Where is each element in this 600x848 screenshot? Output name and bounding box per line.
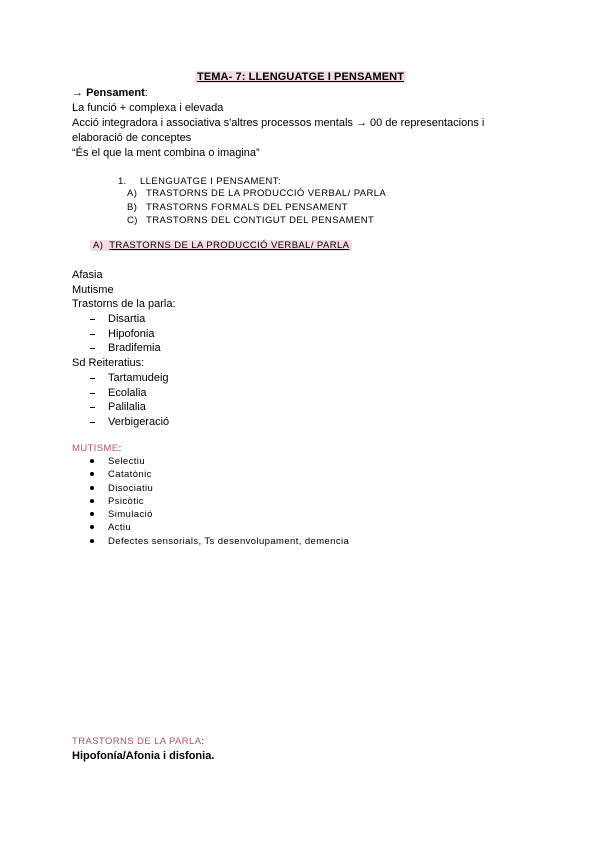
arrow-glyph: →	[72, 87, 83, 99]
reiteratius-item-4: Verbigeració	[108, 416, 170, 428]
bullet-icon	[90, 525, 94, 529]
section-a-heading	[90, 240, 352, 251]
bullet	[90, 483, 94, 494]
bullet-icon	[90, 459, 94, 463]
parla-item-2: Hipofonia	[108, 328, 155, 340]
outline-item-c-letter: C)	[127, 215, 138, 226]
mutisme-item-4: Psicòtic	[108, 496, 144, 507]
parla-section-heading-text: TRASTORNS DE LA PARLA	[72, 736, 202, 747]
reiteratius-item	[90, 400, 95, 415]
outline-item-b: TRASTORNS FORMALS DEL PENSAMENT	[146, 202, 348, 213]
intro-line-3: elaboració de conceptes	[72, 132, 192, 144]
page-title: TEMA- 7: LLENGUATGE I PENSAMENT	[197, 71, 405, 83]
parla-item	[90, 327, 95, 342]
item-afasia: Afasia	[72, 269, 103, 281]
reiteratius-item-1: Tartamudeig	[108, 372, 169, 384]
mutisme-item-6: Actiu	[108, 522, 132, 533]
outline-number: 1.	[118, 176, 127, 187]
outline-item-b-letter: B)	[127, 202, 138, 213]
parla-section-subheading: Hipofonía/Afonia i disfonia.	[72, 750, 215, 762]
reiteratius-item-3: Palilalia	[108, 401, 146, 413]
dash-marker	[90, 407, 95, 408]
mutisme-heading	[72, 443, 122, 454]
intro-line-1: La funció + complexa i elevada	[72, 102, 224, 114]
reiteratius-item-2: Ecolalia	[108, 387, 147, 399]
outline-item-a: TRASTORNS DE LA PRODUCCIÓ VERBAL/ PARLA	[146, 188, 387, 199]
parla-item	[90, 341, 95, 356]
section-a-text: TRASTORNS DE LA PRODUCCIÓ VERBAL/ PARLA	[109, 240, 350, 251]
reiteratius-item	[90, 371, 95, 386]
mutisme-item-5: Simulació	[108, 509, 153, 520]
bullet	[90, 536, 94, 547]
intro-quote: “És el que la ment combina o imagina”	[72, 147, 260, 159]
parla-section-heading	[72, 736, 205, 747]
reiteratius-item	[90, 386, 95, 401]
parla-item	[90, 312, 95, 327]
bullet-icon	[90, 472, 94, 476]
intro-heading: Pensament	[86, 87, 145, 99]
bullet	[90, 496, 94, 507]
bullet-icon	[90, 512, 94, 516]
dash-marker	[90, 378, 95, 379]
parla-heading: Trastorns de la parla:	[72, 298, 176, 310]
dash-marker	[90, 334, 95, 335]
mutisme-heading-colon: :	[118, 443, 122, 454]
bullet	[90, 509, 94, 520]
reiteratius-item	[90, 415, 95, 430]
item-mutisme: Mutisme	[72, 284, 114, 296]
bullet	[90, 522, 94, 533]
parla-section-heading-colon: :	[201, 736, 205, 747]
bullet	[90, 456, 94, 467]
mutisme-item-2: Catatònic	[108, 469, 152, 480]
intro-heading-line	[72, 86, 148, 101]
outline-label: LLENGUATGE I PENSAMENT:	[140, 176, 281, 187]
bullet-icon	[90, 499, 94, 503]
mutisme-heading-text: MUTISME	[72, 443, 119, 454]
intro-heading-colon: :	[144, 87, 148, 99]
mutisme-item-3: Disociatiu	[108, 483, 154, 494]
reiteratius-heading: Sd Reiteratius:	[72, 357, 145, 369]
bullet	[90, 469, 94, 480]
dash-marker	[90, 422, 95, 423]
mutisme-item-7: Defectes sensorials, Ts desenvolupament, demencia	[108, 536, 350, 547]
dash-marker	[90, 393, 95, 394]
outline-item-a-letter: A)	[127, 188, 138, 199]
parla-item-1: Disartia	[108, 313, 146, 325]
outline-item-c: TRASTORNS DEL CONTIGUT DEL PENSAMENT	[146, 215, 375, 226]
section-a-letter: A)	[93, 240, 104, 251]
mutisme-item-1: Selectiu	[108, 456, 145, 467]
bullet-icon	[90, 486, 94, 490]
dash-marker	[90, 319, 95, 320]
bullet-icon	[90, 539, 94, 543]
intro-line-2: Acció integradora i associativa s'altres processos mentals → 00 de representacions i	[72, 117, 485, 129]
parla-item-3: Bradifemia	[108, 342, 161, 354]
dash-marker	[90, 348, 95, 349]
